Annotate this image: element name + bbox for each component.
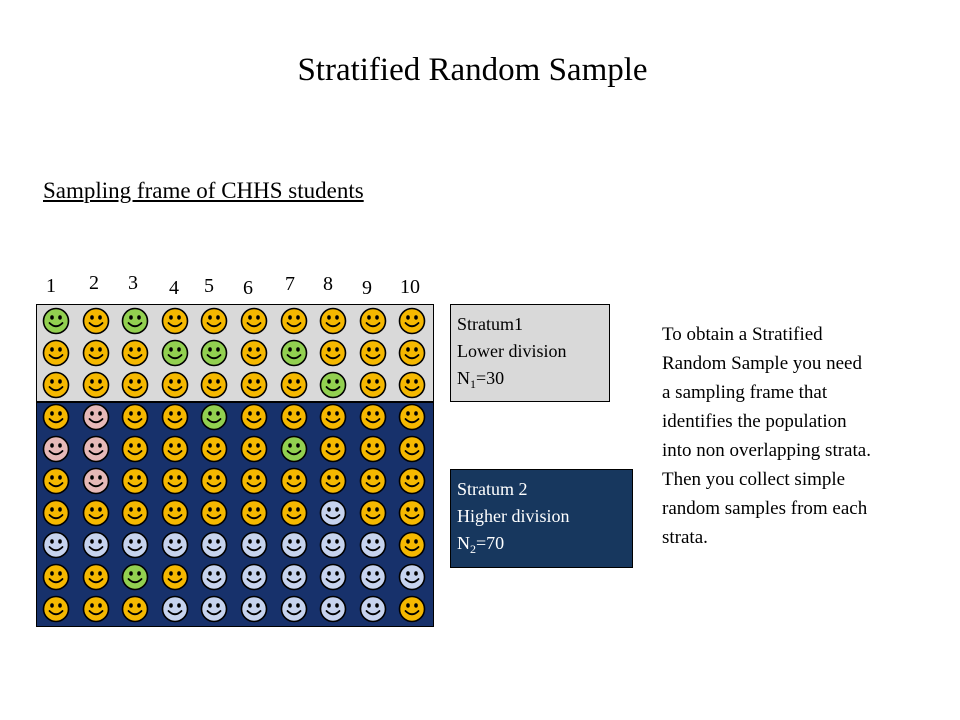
smiley-face-yellow-icon xyxy=(398,371,426,399)
description-line: into non overlapping strata. xyxy=(662,440,871,461)
smiley-face-yellow-icon xyxy=(319,435,347,463)
smiley-face-blue-icon xyxy=(200,563,228,591)
smiley-face-yellow-icon xyxy=(319,339,347,367)
smiley-face-yellow-icon xyxy=(42,595,70,623)
stratum-1-box xyxy=(450,304,610,402)
description-line: To obtain a Stratified xyxy=(662,324,823,345)
smiley-face-blue-icon xyxy=(359,595,387,623)
smiley-face-blue-icon xyxy=(200,531,228,559)
smiley-face-yellow-icon xyxy=(319,403,347,431)
smiley-face-green-icon xyxy=(280,435,308,463)
smiley-face-yellow-icon xyxy=(42,339,70,367)
smiley-face-yellow-icon xyxy=(161,467,189,495)
smiley-face-yellow-icon xyxy=(280,467,308,495)
smiley-face-yellow-icon xyxy=(359,307,387,335)
description-line: random samples from each xyxy=(662,498,868,519)
smiley-face-pink-icon xyxy=(42,435,70,463)
column-number: 4 xyxy=(169,277,179,299)
smiley-face-yellow-icon xyxy=(82,371,110,399)
stratum-2-box xyxy=(450,469,633,568)
smiley-face-yellow-icon xyxy=(240,403,268,431)
smiley-face-yellow-icon xyxy=(121,371,149,399)
smiley-face-yellow-icon xyxy=(82,595,110,623)
smiley-face-blue-icon xyxy=(359,563,387,591)
smiley-face-yellow-icon xyxy=(240,307,268,335)
smiley-face-yellow-icon xyxy=(161,307,189,335)
smiley-face-yellow-icon xyxy=(121,499,149,527)
smiley-face-blue-icon xyxy=(319,531,347,559)
smiley-face-yellow-icon xyxy=(240,499,268,527)
smiley-face-yellow-icon xyxy=(359,499,387,527)
description-line: Random Sample you need xyxy=(662,353,862,374)
smiley-face-blue-icon xyxy=(200,595,228,623)
smiley-face-yellow-icon xyxy=(398,307,426,335)
smiley-face-blue-icon xyxy=(280,531,308,559)
column-number: 7 xyxy=(285,273,295,295)
stratum-2-size: $N_2=70$ xyxy=(457,533,505,556)
smiley-face-yellow-icon xyxy=(82,339,110,367)
smiley-face-yellow-icon xyxy=(42,403,70,431)
smiley-face-yellow-icon xyxy=(398,403,426,431)
smiley-face-green-icon xyxy=(319,371,347,399)
smiley-face-blue-icon xyxy=(359,531,387,559)
smiley-face-green-icon xyxy=(280,339,308,367)
smiley-face-yellow-icon xyxy=(161,563,189,591)
smiley-face-yellow-icon xyxy=(42,563,70,591)
smiley-face-yellow-icon xyxy=(398,499,426,527)
smiley-face-yellow-icon xyxy=(240,371,268,399)
smiley-face-yellow-icon xyxy=(82,499,110,527)
smiley-face-yellow-icon xyxy=(280,307,308,335)
smiley-face-blue-icon xyxy=(161,595,189,623)
smiley-face-yellow-icon xyxy=(240,467,268,495)
smiley-face-blue-icon xyxy=(82,531,110,559)
smiley-face-green-icon xyxy=(121,307,149,335)
smiley-face-yellow-icon xyxy=(200,499,228,527)
smiley-face-blue-icon xyxy=(161,531,189,559)
smiley-face-blue-icon xyxy=(121,531,149,559)
smiley-face-yellow-icon xyxy=(42,499,70,527)
smiley-face-pink-icon xyxy=(82,467,110,495)
smiley-face-yellow-icon xyxy=(319,307,347,335)
smiley-face-yellow-icon xyxy=(161,499,189,527)
description-line: strata. xyxy=(662,527,708,548)
smiley-face-yellow-icon xyxy=(280,403,308,431)
smiley-face-yellow-icon xyxy=(319,467,347,495)
smiley-face-blue-icon xyxy=(319,563,347,591)
smiley-face-blue-icon xyxy=(240,595,268,623)
stratum-2-division: Higher division xyxy=(457,506,570,526)
column-number: 5 xyxy=(204,275,214,297)
smiley-face-yellow-icon xyxy=(359,467,387,495)
column-number: 8 xyxy=(323,273,333,295)
smiley-face-pink-icon xyxy=(82,435,110,463)
description-line: Then you collect simple xyxy=(662,469,846,490)
smiley-face-yellow-icon xyxy=(121,435,149,463)
smiley-face-green-icon xyxy=(121,563,149,591)
column-number: 10 xyxy=(400,276,420,298)
column-number: 3 xyxy=(128,272,138,294)
smiley-face-yellow-icon xyxy=(82,307,110,335)
smiley-face-yellow-icon xyxy=(280,499,308,527)
smiley-face-yellow-icon xyxy=(121,467,149,495)
smiley-face-yellow-icon xyxy=(82,563,110,591)
smiley-face-yellow-icon xyxy=(280,371,308,399)
smiley-face-blue-icon xyxy=(280,563,308,591)
smiley-face-blue-icon xyxy=(240,531,268,559)
column-number: 6 xyxy=(243,277,253,299)
smiley-face-yellow-icon xyxy=(359,435,387,463)
smiley-face-yellow-icon xyxy=(42,467,70,495)
smiley-face-blue-icon xyxy=(42,531,70,559)
smiley-face-yellow-icon xyxy=(240,339,268,367)
page-title: Stratified Random Sample xyxy=(297,52,648,88)
smiley-face-yellow-icon xyxy=(121,339,149,367)
smiley-face-yellow-icon xyxy=(200,435,228,463)
smiley-face-yellow-icon xyxy=(398,435,426,463)
smiley-face-blue-icon xyxy=(280,595,308,623)
stratum-1-size: $N_1=30$ xyxy=(457,368,505,391)
sampling-frame-grid xyxy=(36,304,434,627)
description-line: identifies the population xyxy=(662,411,847,432)
smiley-face-yellow-icon xyxy=(121,403,149,431)
stratum-2-name: Stratum 2 xyxy=(457,479,528,499)
smiley-face-yellow-icon xyxy=(359,371,387,399)
smiley-face-yellow-icon xyxy=(240,435,268,463)
smiley-face-green-icon xyxy=(42,307,70,335)
smiley-face-yellow-icon xyxy=(200,467,228,495)
column-number: 1 xyxy=(46,275,56,297)
smiley-face-yellow-icon xyxy=(398,339,426,367)
smiley-face-yellow-icon xyxy=(359,403,387,431)
smiley-face-yellow-icon xyxy=(161,403,189,431)
smiley-face-blue-icon xyxy=(319,499,347,527)
smiley-face-yellow-icon xyxy=(200,307,228,335)
column-number: 9 xyxy=(362,277,372,299)
stratum-1-division: Lower division xyxy=(457,341,567,361)
smiley-face-yellow-icon xyxy=(398,531,426,559)
column-number: 2 xyxy=(89,272,99,294)
smiley-face-blue-icon xyxy=(398,563,426,591)
smiley-face-yellow-icon xyxy=(42,371,70,399)
smiley-face-yellow-icon xyxy=(161,371,189,399)
smiley-face-yellow-icon xyxy=(398,467,426,495)
smiley-face-yellow-icon xyxy=(121,595,149,623)
smiley-face-blue-icon xyxy=(240,563,268,591)
smiley-face-green-icon xyxy=(200,339,228,367)
smiley-face-yellow-icon xyxy=(359,339,387,367)
smiley-face-blue-icon xyxy=(319,595,347,623)
smiley-face-pink-icon xyxy=(82,403,110,431)
description-line: a sampling frame that xyxy=(662,382,828,403)
smiley-face-yellow-icon xyxy=(398,595,426,623)
smiley-face-green-icon xyxy=(161,339,189,367)
stratum-1-name: Stratum1 xyxy=(457,314,523,334)
smiley-face-green-icon xyxy=(200,403,228,431)
smiley-face-yellow-icon xyxy=(200,371,228,399)
description-text xyxy=(662,320,947,552)
smiley-face-yellow-icon xyxy=(161,435,189,463)
sampling-frame-heading: Sampling frame of CHHS students xyxy=(43,178,364,203)
